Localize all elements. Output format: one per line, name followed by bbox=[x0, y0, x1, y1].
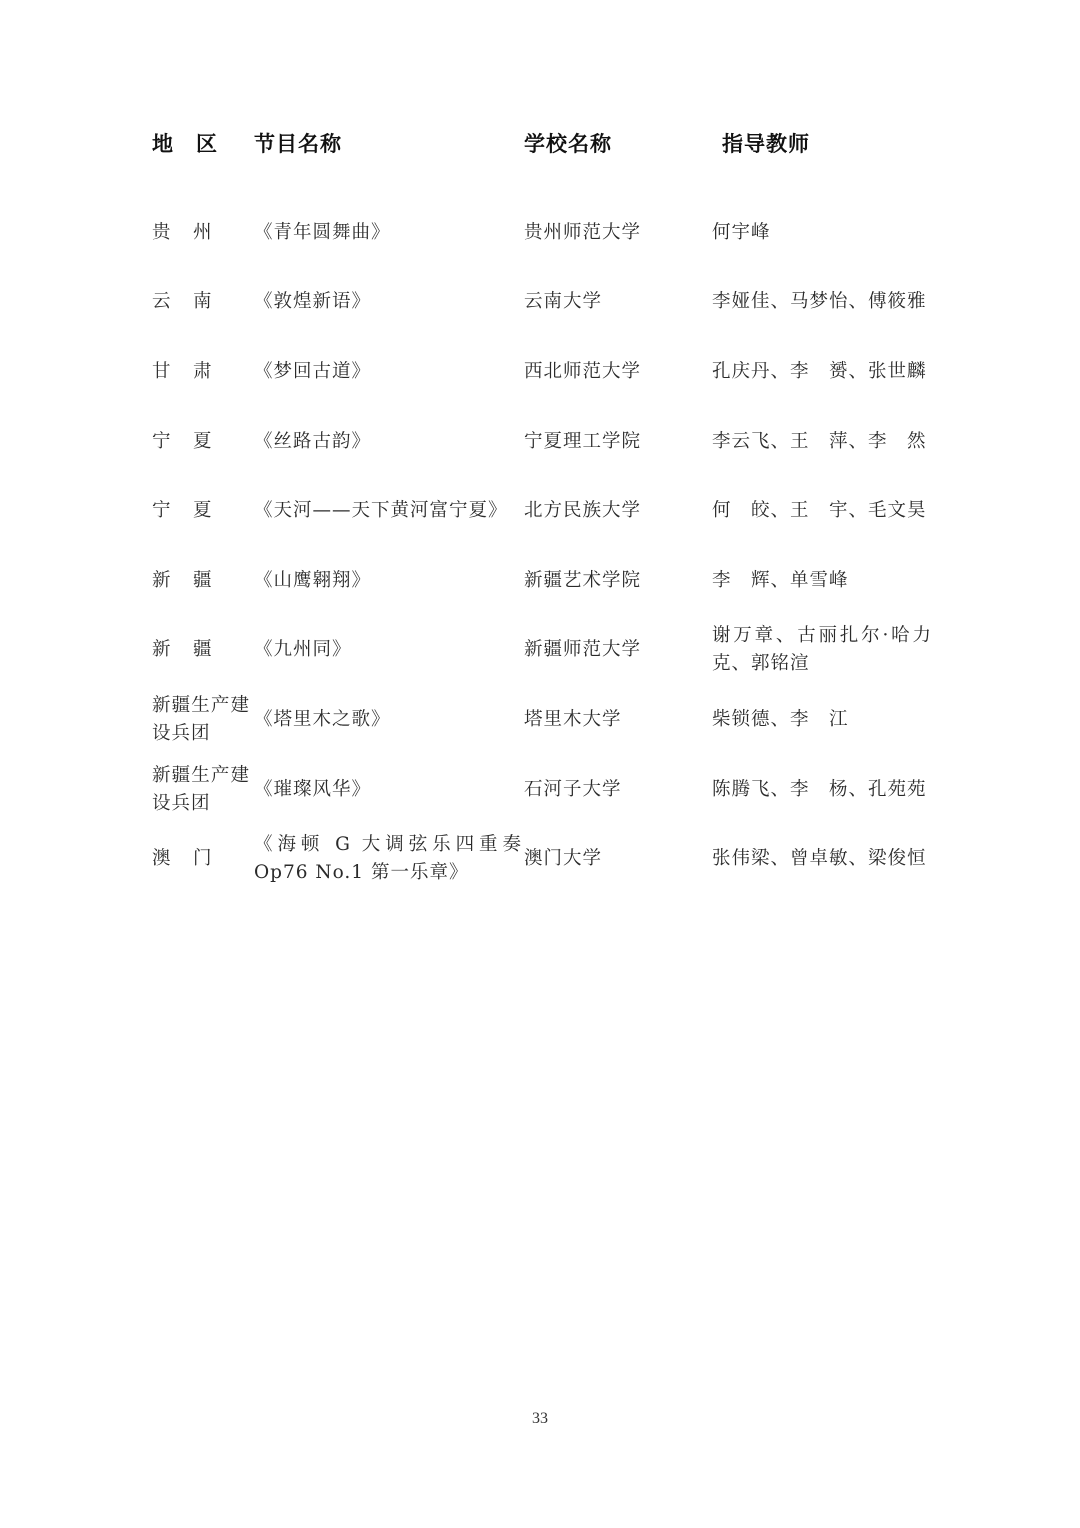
header-teacher: 指导教师 bbox=[722, 132, 810, 156]
table-row bbox=[0, 755, 1080, 825]
teacher-cell: 李云飞、王 萍、李 然 bbox=[712, 430, 927, 452]
table-row bbox=[0, 476, 1080, 546]
region-cell: 贵 州 bbox=[152, 221, 214, 243]
program-cell: 《塔里木之歌》 bbox=[254, 708, 391, 730]
school-cell: 云南大学 bbox=[524, 291, 603, 313]
region-cell: 云 南 bbox=[152, 291, 214, 313]
school-cell: 新疆艺术学院 bbox=[524, 569, 642, 591]
header-program: 节目名称 bbox=[254, 132, 342, 156]
program-cell: 《丝路古韵》 bbox=[254, 430, 372, 452]
teacher-cell: 孔庆丹、李 赟、张世麟 bbox=[712, 360, 927, 382]
program-cell: 《梦回古道》 bbox=[254, 360, 372, 382]
program-cell: 《山鹰翱翔》 bbox=[254, 569, 372, 591]
page-number: 33 bbox=[532, 1410, 548, 1427]
school-cell: 贵州师范大学 bbox=[524, 221, 642, 243]
region-cell: 宁 夏 bbox=[152, 500, 214, 522]
teacher-cell: 何 皎、王 宇、毛文昊 bbox=[712, 500, 927, 522]
teacher-cell: 陈腾飞、李 杨、孔苑苑 bbox=[712, 778, 927, 800]
program-cell: 《璀璨风华》 bbox=[254, 778, 372, 800]
region-cell: 新 疆 bbox=[152, 639, 214, 661]
school-cell: 北方民族大学 bbox=[524, 500, 642, 522]
school-cell: 西北师范大学 bbox=[524, 360, 642, 382]
header-school: 学校名称 bbox=[524, 132, 612, 156]
table-row bbox=[0, 685, 1080, 755]
table-row bbox=[0, 337, 1080, 407]
school-cell: 新疆师范大学 bbox=[524, 639, 642, 661]
table-row bbox=[0, 616, 1080, 686]
header-region: 地 区 bbox=[152, 132, 218, 156]
school-cell: 澳门大学 bbox=[524, 848, 603, 870]
program-cell: 《海顿 G 大调弦乐四重奏 Op76 No.1 第一乐章》 bbox=[254, 834, 522, 884]
table-row bbox=[0, 198, 1080, 268]
table-row bbox=[0, 407, 1080, 477]
table-row bbox=[0, 268, 1080, 338]
region-cell: 宁 夏 bbox=[152, 430, 214, 452]
teacher-cell: 李 辉、单雪峰 bbox=[712, 569, 849, 591]
school-cell: 宁夏理工学院 bbox=[524, 430, 642, 452]
region-cell: 澳 门 bbox=[152, 848, 214, 870]
program-cell: 《青年圆舞曲》 bbox=[254, 221, 391, 243]
teacher-cell: 何宇峰 bbox=[712, 221, 771, 243]
region-cell: 新疆生产建设兵团 bbox=[152, 764, 250, 814]
teacher-cell: 谢万章、古丽扎尔·哈力克、郭铭渲 bbox=[712, 625, 932, 675]
teacher-cell: 柴锁德、李 江 bbox=[712, 708, 849, 730]
teacher-cell: 李娅佳、马梦怡、傅筱雅 bbox=[712, 291, 927, 313]
school-cell: 石河子大学 bbox=[524, 778, 622, 800]
region-cell: 新 疆 bbox=[152, 569, 214, 591]
region-cell: 新疆生产建设兵团 bbox=[152, 694, 250, 744]
school-cell: 塔里木大学 bbox=[524, 708, 622, 730]
program-cell: 《天河——天下黄河富宁夏》 bbox=[254, 500, 508, 522]
table-row bbox=[0, 546, 1080, 616]
teacher-cell: 张伟梁、曾卓敏、梁俊恒 bbox=[712, 848, 927, 870]
table-row bbox=[0, 824, 1080, 894]
program-list bbox=[0, 198, 1080, 894]
region-cell: 甘 肃 bbox=[152, 360, 214, 382]
program-cell: 《敦煌新语》 bbox=[254, 291, 372, 313]
program-cell: 《九州同》 bbox=[254, 639, 352, 661]
